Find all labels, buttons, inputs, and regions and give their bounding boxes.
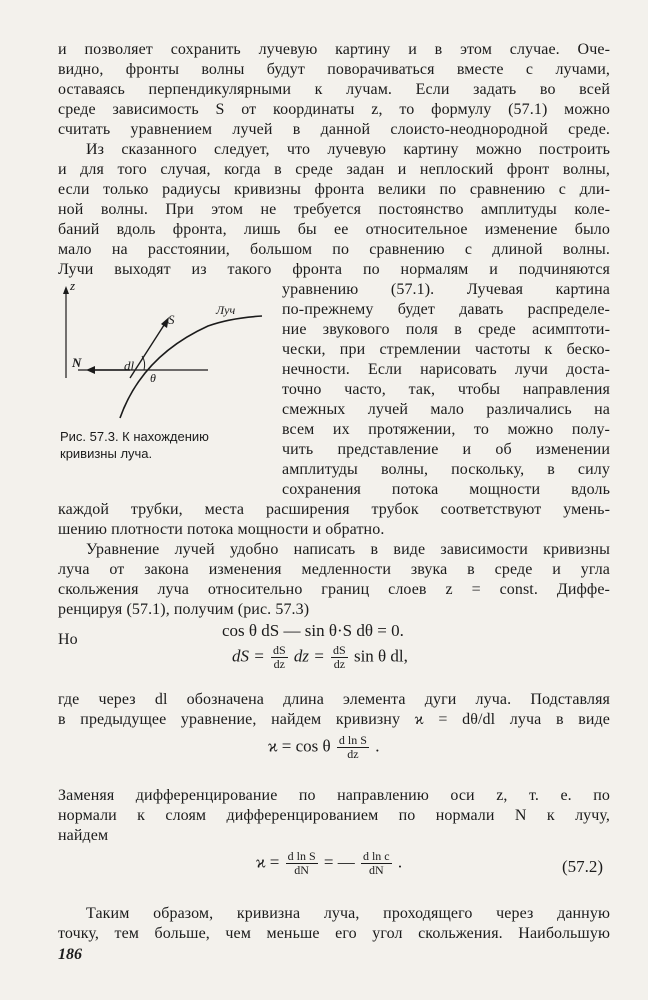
text-line: чить представление и об изменении (282, 441, 610, 458)
text-line: ние звукового поля в среде асимптоти- (282, 321, 610, 338)
figure-caption: Рис. 57.3. К нахождению кривизны луча. (60, 429, 209, 461)
text-line: если только радиусы кривизны фронта велики по сравнению с дли- (58, 181, 610, 198)
text-line: Таким образом, кривизна луча, проходящего через данную (86, 905, 610, 922)
text-line: шению плотности потока мощности и обратно. (58, 521, 385, 538)
text-line: амплитуды волны, поскольку, в силу (282, 461, 610, 478)
page-number: 186 (58, 946, 82, 963)
text-line: ной волны. При этом не требуется постоянство амплитуды коле- (58, 201, 610, 218)
text-line: баний вдоль фронта, лишь бы ее относительное изменение было (58, 221, 610, 238)
text-line: найдем (58, 827, 109, 844)
eq3-lhs: ϰ = cos θ (268, 736, 331, 756)
text-line: нечности. Если нарисовать лучи доста- (282, 361, 610, 378)
tangent-label: S (168, 312, 175, 327)
eq3-numerator: d ln S (338, 733, 367, 747)
text-line: Уравнение лучей удобно написать в виде зависимости кривизны (86, 541, 610, 558)
eq2-tail: sin θ dl, (353, 646, 408, 666)
text-line: в предыдущее уравнение, найдем кривизну ϰ = dθ/dl луча в виде (58, 711, 610, 728)
text-line: Но (58, 631, 78, 648)
text-line: где через dl обозначена длина элемента дуги луча. Подставляя (58, 691, 610, 708)
text-line: смежных лучей мало различались на (282, 401, 610, 418)
text-line: мало на расстоянии, большом по сравнению с длиной волны. (58, 241, 610, 258)
text-line: точно часто, так, чтобы направления (282, 381, 610, 398)
z-axis-label: z (70, 278, 76, 293)
eq4-lhs: ϰ = (256, 852, 280, 872)
text-line: нормали к слоям дифференцированием по нормали N к лучу, (58, 807, 610, 824)
text-line: точку, тем больше, чем меньше его угол скольжения. Наибольшую (58, 925, 610, 942)
equation-1: cos θ dS — sin θ·S dθ = 0. (222, 621, 404, 640)
text-line: по-прежнему будет давать распределе- (282, 301, 610, 318)
eq4-fraction-1 (286, 850, 318, 877)
eq4-fraction-2 (361, 850, 392, 877)
eq4-mid: = — (323, 852, 355, 872)
eq2-fraction-1 (271, 644, 288, 671)
angle-label: θ (150, 371, 156, 385)
text-line: и позволяет сохранить лучевую картину и в этом случае. Оче- (58, 41, 610, 58)
eq3-fraction (337, 734, 369, 761)
eq2-lhs: dS = (232, 646, 265, 666)
text-line: уравнению (57.1). Лучевая картина (282, 281, 610, 298)
text-line: скольжения луча относительно границ слоев z = const. Диффе- (58, 581, 610, 598)
text-line: чески, при стремлении частоты к беско- (282, 341, 610, 358)
eq4-f2-denominator: dN (368, 863, 384, 877)
eq3-tail: . (375, 736, 380, 756)
normal-label: N (72, 355, 82, 370)
text-line: видно, фронты волны будут поворачиваться вместе с лучами, (58, 61, 610, 78)
eq4-f1-numerator: d ln S (287, 849, 316, 863)
text-line: Заменяя дифференцирование по направлению оси z, т. е. по (58, 787, 610, 804)
text-line: сохранения потока мощности вдоль (282, 481, 610, 498)
text-line: ренцируя (57.1), получим (рис. 57.3) (58, 601, 310, 618)
text-line: Из сказанного следует, что лучевую картину можно построить (86, 141, 610, 158)
z-axis-arrow (63, 286, 69, 294)
figure-57-3 (58, 278, 270, 424)
eq4-f2-numerator: d ln c (362, 849, 390, 863)
arc-element-label: dl (124, 358, 135, 373)
eq4-f1-denominator: dN (294, 863, 309, 877)
eq2-mid: dz = (293, 646, 325, 666)
text-line: луча от закона изменения медленности звука в среде и угла (58, 561, 610, 578)
eq2-f2-numerator: dS (333, 643, 346, 657)
text-line: Лучи выходят из такого фронта по нормалям и подчиняются (58, 261, 610, 278)
eq3-denominator: dz (347, 747, 359, 761)
text-line: среде зависимость S от координаты z, то формулу (57.1) можно (58, 101, 610, 118)
text-line: каждой трубки, места расширения трубок соответствуют умень- (58, 501, 610, 518)
text-line: и для того случая, когда в среде задан и неплоский фронт волны, (58, 161, 610, 178)
normal-arrow-head (86, 366, 95, 374)
eq2-f2-denominator: dz (333, 657, 346, 671)
equation-2 (232, 644, 408, 671)
equation-4-label: (57.2) (562, 857, 604, 876)
text-line: всем их протяжении, то можно полу- (282, 421, 610, 438)
eq2-f1-denominator: dz (273, 657, 285, 671)
eq2-fraction-2 (331, 644, 348, 671)
ray-curve (120, 316, 262, 418)
ray-label: Луч (216, 303, 236, 317)
text-line: оставаясь перпендикулярными к лучам. Если задать во всей (58, 81, 610, 98)
equation-4 (256, 850, 402, 877)
text-line: считать уравнением лучей в данной слоисто-неоднородной среде. (58, 121, 610, 138)
equation-3 (268, 734, 379, 761)
eq4-tail: . (397, 852, 403, 872)
eq2-f1-numerator: dS (272, 643, 286, 657)
